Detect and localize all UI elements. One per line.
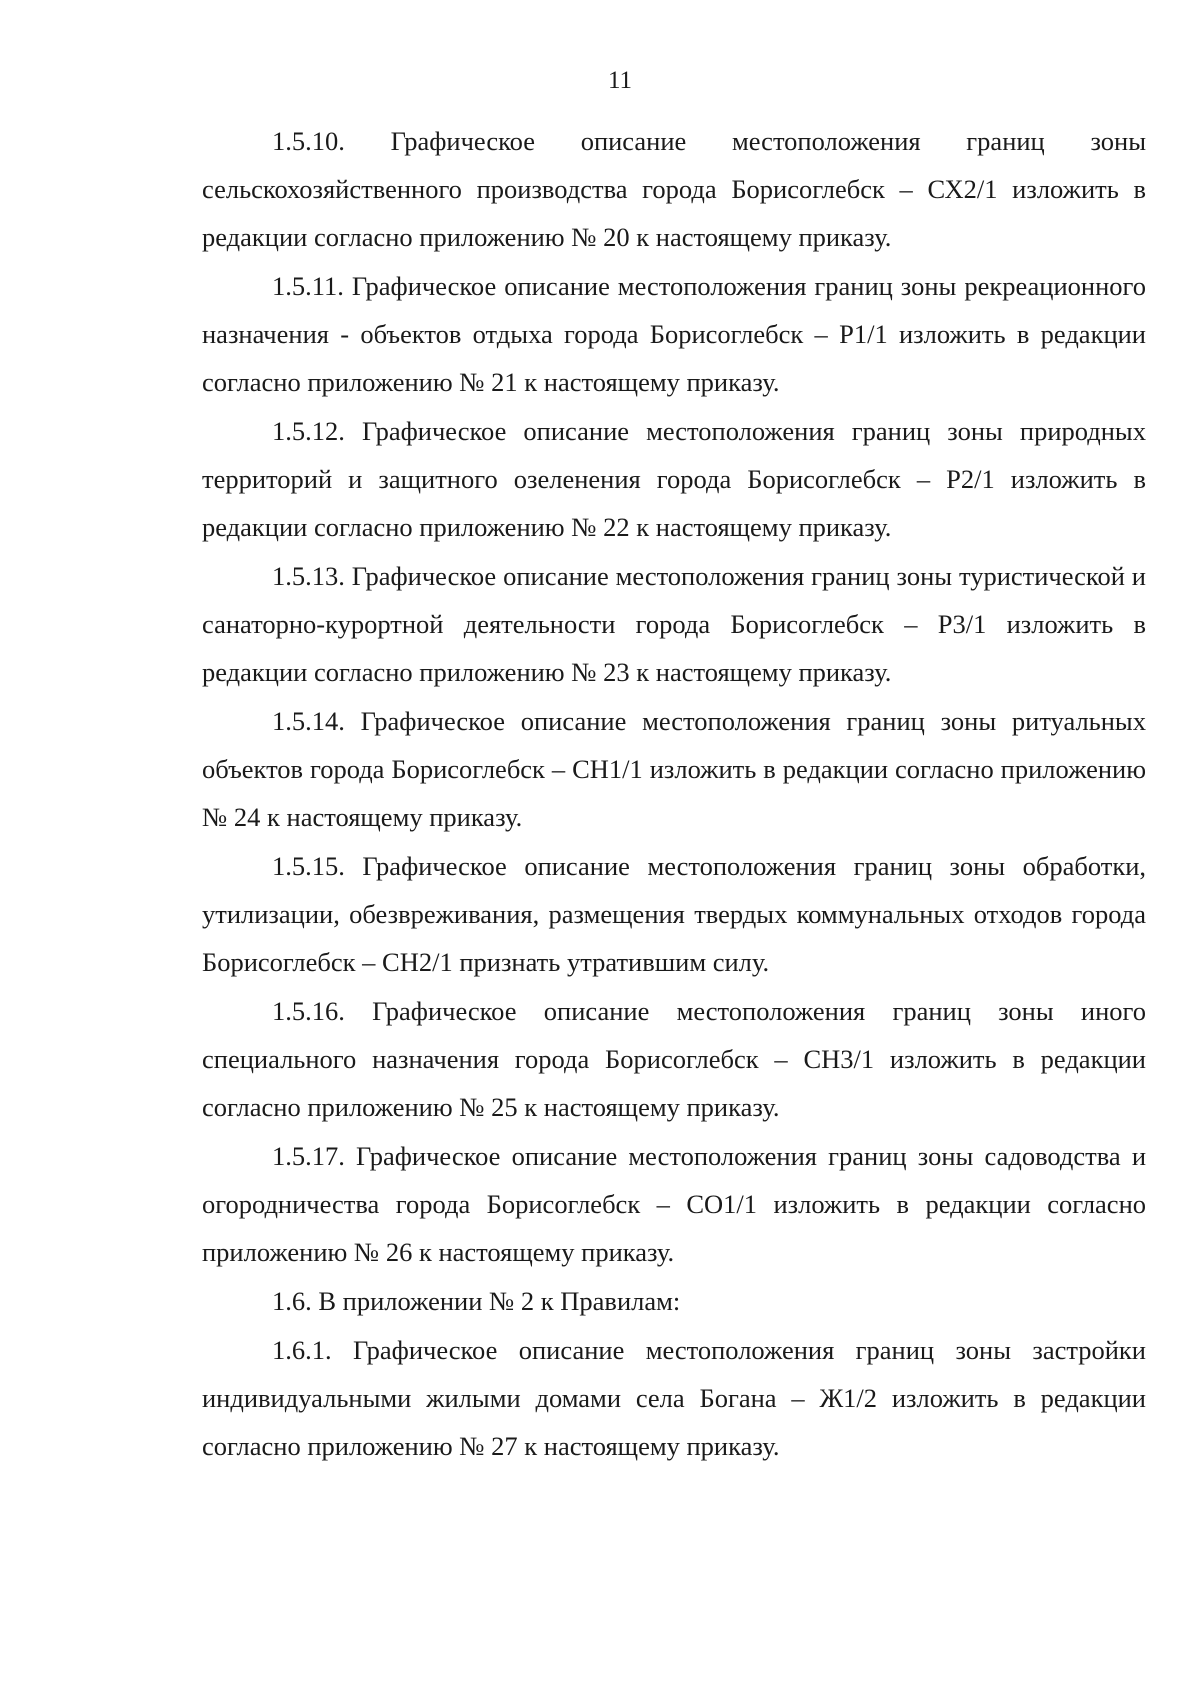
paragraph-1-5-11: 1.5.11. Графическое описание местоположения границ зоны рекреационного назначения - объектов отдыха города Борисоглебск – Р1/1 изложить в редакции согласно приложению № 21 к настоящему приказу.: [202, 271, 1146, 397]
paragraph-1-5-13: 1.5.13. Графическое описание местоположения границ зоны туристической и санаторно-курортной деятельности города Борисоглебск – Р3/1 изложить в редакции согласно приложению № 23 к настоящему приказу.: [202, 561, 1146, 687]
paragraph-1-6-1: 1.6.1. Графическое описание местоположения границ зоны застройки индивидуальными жилыми домами села Богана – Ж1/2 изложить в редакции согласно приложению № 27 к настоящему приказу.: [202, 1335, 1146, 1461]
document-body: [202, 117, 1146, 1471]
paragraph-1-6: 1.6. В приложении № 2 к Правилам:: [272, 1286, 681, 1316]
paragraph-1-5-14: 1.5.14. Графическое описание местоположения границ зоны ритуальных объектов города Борисоглебск – СН1/1 изложить в редакции согласно приложению № 24 к настоящему приказу.: [202, 706, 1146, 832]
paragraph-1-5-10: 1.5.10. Графическое описание местоположения границ зоны сельскохозяйственного производства города Борисоглебск – СХ2/1 изложить в редакции согласно приложению № 20 к настоящему приказу.: [202, 126, 1146, 252]
page-number: 11: [607, 67, 633, 94]
paragraph-1-5-17: 1.5.17. Графическое описание местоположения границ зоны садоводства и огородничества города Борисоглебск – СО1/1 изложить в редакции согласно приложению № 26 к настоящему приказу.: [202, 1141, 1146, 1267]
paragraph-1-5-16: 1.5.16. Графическое описание местоположения границ зоны иного специального назначения города Борисоглебск – СН3/1 изложить в редакции согласно приложению № 25 к настоящему приказу.: [202, 996, 1146, 1122]
paragraph-1-5-12: 1.5.12. Графическое описание местоположения границ зоны природных территорий и защитного озеленения города Борисоглебск – Р2/1 изложить в редакции согласно приложению № 22 к настоящему приказу.: [202, 416, 1146, 542]
paragraph-1-5-15: 1.5.15. Графическое описание местоположения границ зоны обработки, утилизации, обезвреживания, размещения твердых коммунальных отходов города Борисоглебск – СН2/1 признать утратившим силу.: [202, 851, 1146, 977]
